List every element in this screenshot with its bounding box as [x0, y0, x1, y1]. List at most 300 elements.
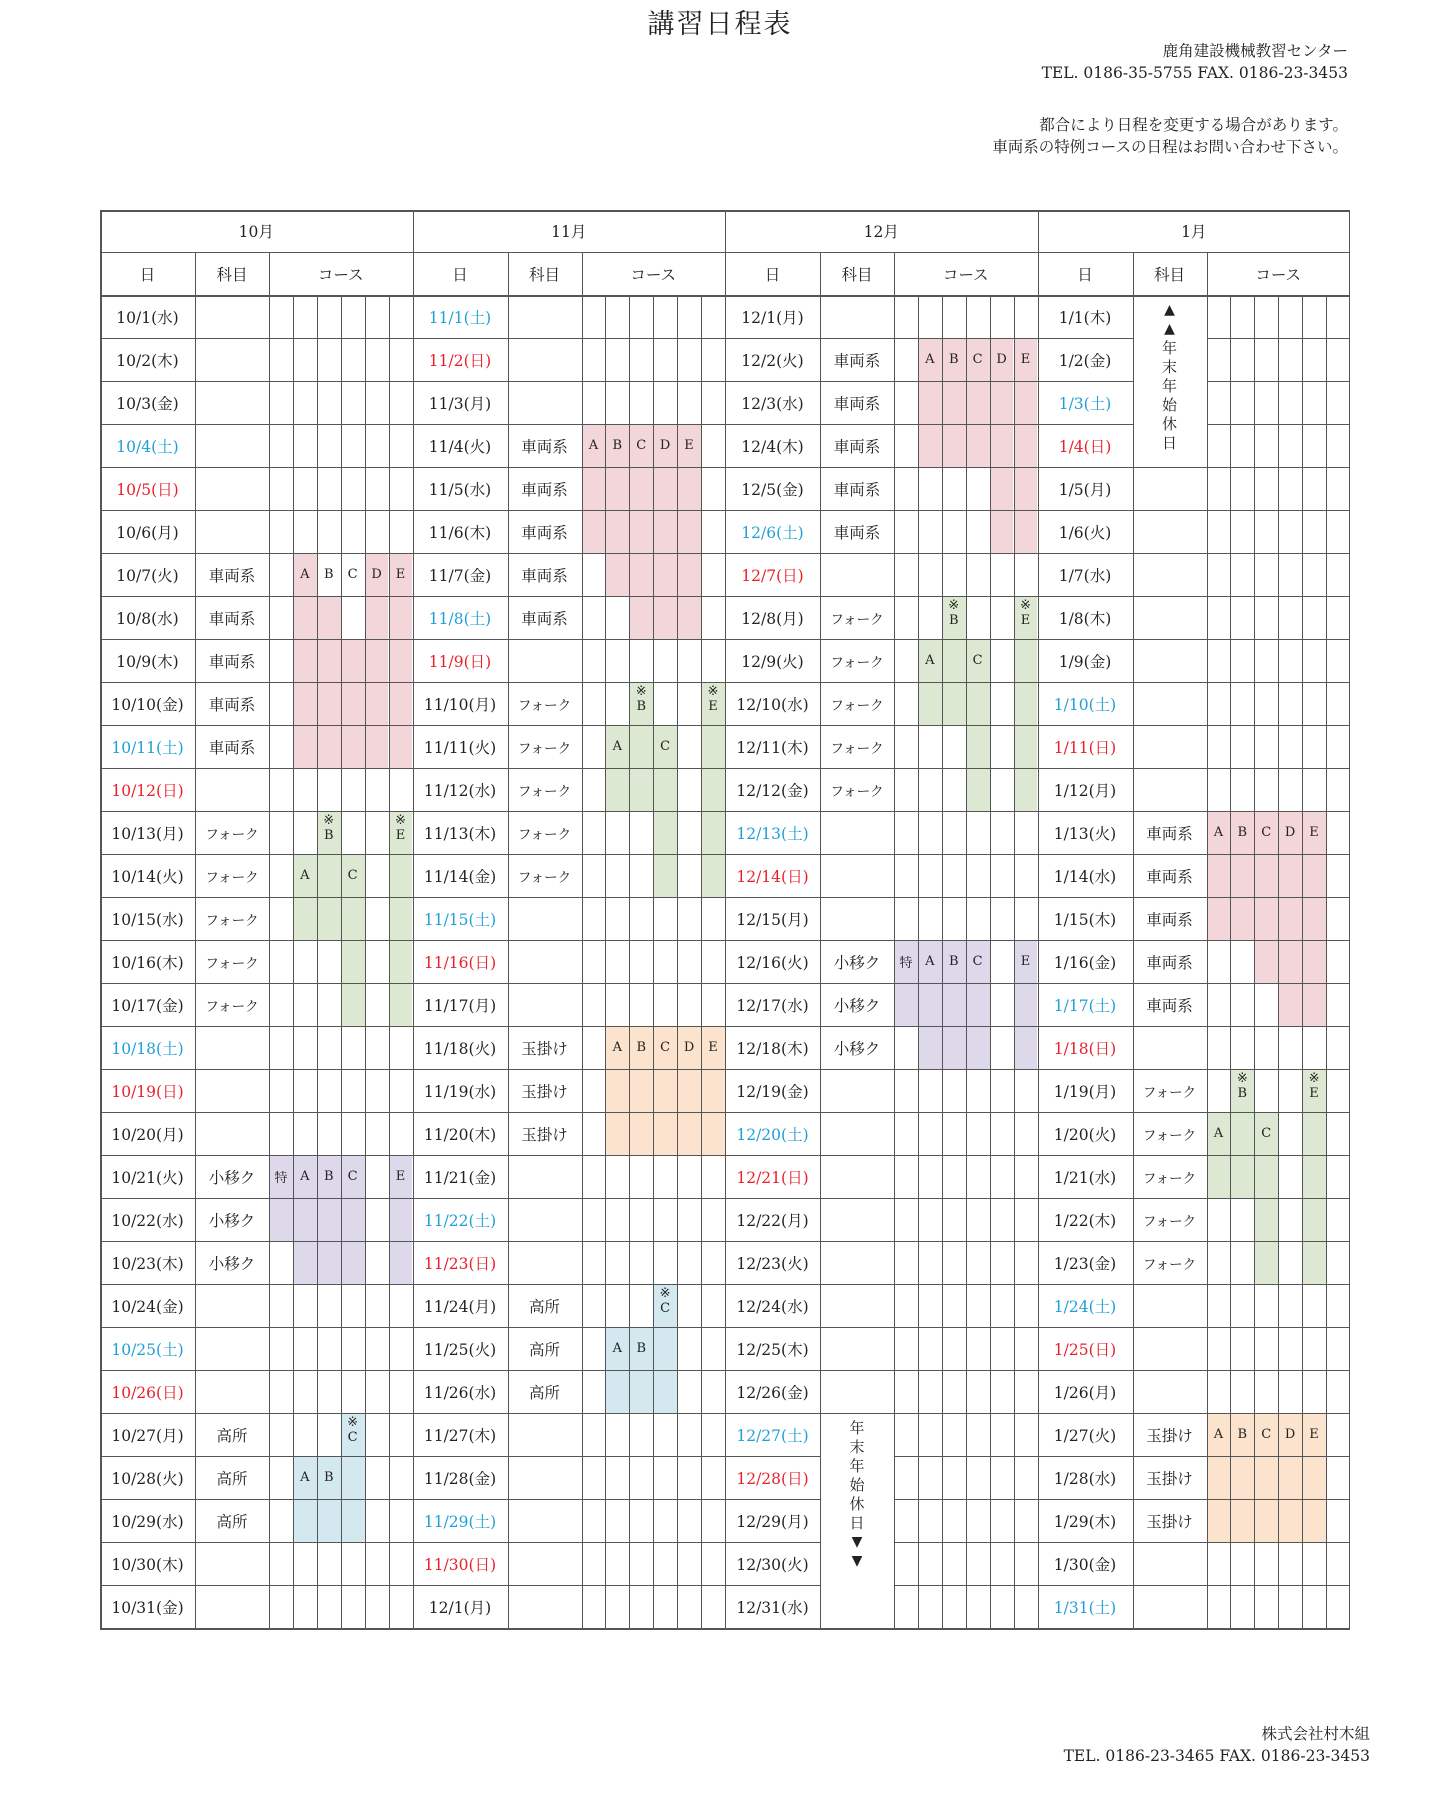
grid-line — [725, 1241, 1038, 1242]
date-cell: 10/26(日) — [111, 1383, 184, 1402]
date-cell: 12/2(火) — [741, 351, 804, 370]
subject-cell: 車両系 — [1146, 824, 1193, 843]
course-block-sharyo — [341, 639, 365, 768]
date-cell: 12/31(水) — [736, 1598, 809, 1617]
subject-cell: 車両系 — [208, 652, 256, 671]
course-letter: A — [612, 739, 623, 754]
date-cell: 12/20(土) — [736, 1125, 809, 1144]
date-cell: 10/8(水) — [116, 609, 179, 628]
course-letter: E — [1020, 954, 1031, 969]
grid-line — [1038, 1241, 1351, 1242]
grid-line — [725, 940, 1038, 941]
date-cell: 10/9(木) — [116, 652, 179, 671]
grid-line — [1038, 682, 1351, 683]
date-cell: 10/6(月) — [116, 523, 179, 542]
grid-line — [1038, 1456, 1351, 1457]
grid-line — [100, 682, 413, 683]
subject-cell: フォーク — [830, 654, 884, 671]
course-letter: A — [300, 1470, 310, 1485]
date-cell: 10/17(金) — [111, 996, 184, 1015]
date-cell: 12/24(水) — [736, 1297, 809, 1316]
subject-cell: 車両系 — [521, 566, 568, 585]
date-cell: 10/27(月) — [111, 1426, 184, 1445]
grid-line — [1038, 338, 1133, 339]
course-letter: B — [948, 954, 959, 969]
date-cell: 12/15(月) — [736, 910, 809, 929]
course-letter-part: ※ — [659, 1286, 671, 1301]
holiday-char: 休 — [849, 1495, 865, 1513]
date-cell: 10/2(木) — [116, 351, 179, 370]
company-contact: TEL. 0186-23-3465 FAX. 0186-23-3453 — [1063, 1747, 1370, 1765]
course-letter: A — [925, 352, 935, 367]
grid-line — [413, 1155, 726, 1156]
date-cell: 10/20(月) — [111, 1125, 184, 1144]
schedule-table — [100, 210, 1350, 1638]
holiday-char: ▲ — [1164, 302, 1175, 318]
course-letter: C — [1261, 1427, 1272, 1442]
subject-cell: 車両系 — [1146, 867, 1193, 886]
grid-line — [1230, 295, 1231, 1628]
grid-line — [413, 1327, 726, 1328]
grid-line — [100, 811, 413, 812]
date-cell: 1/3(土) — [1058, 394, 1112, 413]
grid-line — [100, 1155, 413, 1156]
contact-block — [1042, 40, 1348, 84]
grid-line — [1038, 210, 1039, 1628]
date-cell: 1/14(水) — [1053, 867, 1117, 886]
grid-line — [413, 1026, 726, 1027]
grid-line — [1038, 983, 1351, 984]
course-letter — [1014, 596, 1038, 639]
holiday-char: 始 — [1161, 396, 1177, 414]
date-cell: 12/28(日) — [736, 1469, 809, 1488]
date-cell: 1/5(月) — [1058, 480, 1112, 499]
date-cell: 10/12(日) — [111, 781, 184, 800]
date-cell: 10/18(土) — [111, 1039, 184, 1058]
subject-cell: 玉掛け — [521, 1125, 568, 1144]
date-cell: 10/28(火) — [111, 1469, 184, 1488]
subject-cell: 小移ク — [833, 996, 881, 1015]
course-letter: E — [708, 1040, 718, 1055]
grid-line — [100, 725, 413, 726]
subject-cell: 高所 — [216, 1426, 248, 1445]
grid-line — [413, 1241, 726, 1242]
date-cell: 12/14(日) — [736, 867, 809, 886]
course-letter-part: B — [636, 699, 647, 714]
course-letter: B — [323, 1470, 334, 1485]
course-letter: C — [347, 567, 358, 582]
subject-cell: 車両系 — [208, 566, 256, 585]
grid-line — [1038, 1284, 1351, 1285]
subject-cell: 車両系 — [833, 437, 881, 456]
subject-cell: 車両系 — [833, 351, 881, 370]
date-cell: 1/15(木) — [1053, 910, 1117, 929]
holiday-char: 休 — [1161, 415, 1177, 433]
grid-line — [725, 338, 1038, 339]
date-cell: 1/9(金) — [1058, 652, 1112, 671]
course-letter: D — [659, 438, 671, 453]
subject-cell: 高所 — [216, 1512, 248, 1531]
subject-cell: 車両系 — [833, 480, 881, 499]
date-cell: 1/4(日) — [1058, 437, 1112, 456]
grid-line — [413, 1585, 726, 1586]
date-cell: 11/17(月) — [423, 996, 497, 1015]
course-letter: D — [683, 1040, 695, 1055]
date-cell: 12/29(月) — [736, 1512, 809, 1531]
subject-cell: 玉掛け — [1146, 1469, 1193, 1488]
grid-line — [1326, 295, 1327, 1628]
grid-line — [725, 983, 1038, 984]
date-cell: 1/18(日) — [1053, 1039, 1117, 1058]
grid-line — [413, 897, 726, 898]
subject-cell: 高所 — [216, 1469, 248, 1488]
page-title: 講習日程表 — [647, 9, 793, 40]
company-name: 株式会社村木組 — [1261, 1725, 1370, 1743]
grid-line — [725, 510, 1038, 511]
subject-cell: 玉掛け — [521, 1039, 568, 1058]
subject-cell: フォーク — [1142, 1256, 1197, 1273]
grid-line — [100, 854, 413, 855]
col-header-subject: 科目 — [528, 265, 560, 284]
course-letter-part: ※ — [1308, 1071, 1320, 1086]
grid-line — [100, 381, 413, 382]
date-cell: 10/25(土) — [111, 1340, 184, 1359]
date-cell: 1/26(月) — [1053, 1383, 1117, 1402]
holiday-char: 年 — [849, 1457, 865, 1475]
month-header: 10月 — [238, 223, 274, 241]
grid-line — [725, 897, 1038, 898]
course-letter: E — [395, 1169, 406, 1184]
holiday-char: 年 — [1161, 339, 1177, 357]
course-letter: B — [323, 1169, 334, 1184]
center-name: 鹿角建設機械教習センター — [1162, 42, 1348, 60]
subject-cell: 玉掛け — [1146, 1426, 1193, 1445]
grid-line — [269, 252, 270, 1628]
date-cell: 1/11(日) — [1053, 738, 1117, 757]
subject-cell: 小移ク — [833, 1039, 881, 1058]
course-letter: C — [347, 868, 358, 883]
date-cell: 12/17(水) — [736, 996, 809, 1015]
date-cell: 12/12(金) — [736, 781, 809, 800]
grid-line — [341, 295, 342, 1628]
subject-cell: 小移ク — [833, 953, 881, 972]
grid-line — [389, 295, 390, 1628]
date-cell: 10/10(金) — [111, 695, 184, 714]
course-letter: D — [371, 567, 382, 582]
date-cell: 1/31(土) — [1053, 1598, 1117, 1617]
grid-line — [725, 1542, 820, 1543]
date-cell: 1/27(火) — [1053, 1426, 1117, 1445]
date-cell: 1/24(土) — [1053, 1297, 1117, 1316]
date-cell: 10/21(火) — [111, 1168, 184, 1187]
course-letter-part: ※ — [707, 684, 719, 699]
date-cell: 1/22(木) — [1053, 1211, 1117, 1230]
footer-block — [1064, 1723, 1370, 1767]
subject-cell: 高所 — [528, 1340, 560, 1359]
date-cell: 10/15(水) — [111, 910, 184, 929]
date-cell: 12/21(日) — [736, 1168, 809, 1187]
grid-line — [725, 1327, 1038, 1328]
date-cell: 12/30(火) — [736, 1555, 809, 1574]
date-cell: 11/23(日) — [423, 1254, 497, 1273]
grid-line — [1038, 1499, 1351, 1500]
grid-line — [725, 1069, 1038, 1070]
grid-line — [100, 553, 413, 554]
course-letter: B — [636, 1341, 647, 1356]
course-letter: B — [1237, 825, 1248, 840]
subject-cell: フォーク — [830, 783, 884, 800]
course-letter-part: E — [395, 828, 406, 843]
course-letter — [629, 682, 653, 725]
grid-line — [413, 1542, 726, 1543]
grid-line — [413, 596, 726, 597]
date-cell: 12/25(木) — [736, 1340, 809, 1359]
subject-cell: 玉掛け — [1146, 1512, 1193, 1531]
holiday-char: ▼ — [851, 1534, 863, 1550]
col-header-date: 日 — [1077, 265, 1093, 284]
subject-cell: フォーク — [1142, 1127, 1197, 1144]
course-letter: C — [347, 1169, 358, 1184]
grid-line — [413, 510, 726, 511]
date-cell: 12/13(土) — [736, 824, 809, 843]
course-letter: E — [1309, 1427, 1319, 1442]
grid-line — [365, 295, 366, 1628]
date-cell: 11/13(木) — [423, 824, 497, 843]
grid-line — [1014, 295, 1015, 1628]
subject-cell: 車両系 — [521, 437, 568, 456]
col-header-course: コース — [317, 265, 364, 284]
date-cell: 11/12(水) — [423, 781, 497, 800]
date-cell: 11/7(金) — [428, 566, 492, 585]
course-letter-part: ※ — [635, 684, 647, 699]
course-letter-part: E — [1020, 613, 1031, 628]
grid-line — [582, 252, 583, 1628]
grid-line — [413, 1499, 726, 1500]
grid-line — [100, 940, 413, 941]
grid-line — [413, 1069, 726, 1070]
grid-line — [1278, 295, 1279, 1628]
date-cell: 1/20(火) — [1053, 1125, 1117, 1144]
course-letter — [1302, 1069, 1326, 1112]
subject-cell: 高所 — [528, 1297, 560, 1316]
grid-line — [1038, 510, 1351, 511]
date-cell: 12/11(木) — [736, 738, 809, 757]
grid-line — [1038, 725, 1351, 726]
subject-cell: 車両系 — [1146, 953, 1193, 972]
date-cell: 12/4(木) — [741, 437, 804, 456]
date-cell: 10/4(土) — [116, 437, 179, 456]
grid-line — [1038, 1112, 1351, 1113]
grid-line — [413, 639, 726, 640]
course-letter: D — [1284, 1427, 1296, 1442]
course-letter: C — [660, 739, 671, 754]
grid-line — [725, 768, 1038, 769]
date-cell: 11/8(土) — [428, 609, 492, 628]
subject-cell: 車両系 — [521, 523, 568, 542]
subject-cell: フォーク — [205, 955, 259, 972]
subject-cell: フォーク — [830, 697, 884, 714]
grid-line — [413, 424, 726, 425]
grid-line — [1038, 596, 1351, 597]
date-cell: 1/1(木) — [1058, 308, 1112, 327]
subject-cell: フォーク — [830, 740, 884, 757]
grid-line — [725, 467, 1038, 468]
grid-line — [1207, 252, 1208, 1628]
date-cell: 11/2(日) — [428, 351, 492, 370]
holiday-char: ▲ — [1164, 321, 1175, 337]
grid-line — [100, 210, 102, 1628]
course-letter: B — [612, 438, 623, 453]
course-letter-part: B — [948, 613, 959, 628]
grid-line — [725, 1112, 1038, 1113]
course-letter: D — [1284, 825, 1296, 840]
holiday-char: ▼ — [851, 1553, 863, 1569]
grid-line — [725, 1456, 820, 1457]
date-cell: 12/10(水) — [736, 695, 809, 714]
grid-line — [725, 1499, 820, 1500]
date-cell: 12/1(月) — [428, 1598, 492, 1617]
notice-line-1: 都合により日程を変更する場合があります。 — [1039, 116, 1348, 134]
date-cell: 10/22(水) — [111, 1211, 184, 1230]
col-header-course: コース — [630, 265, 677, 284]
col-header-date: 日 — [139, 265, 156, 284]
date-cell: 11/29(土) — [423, 1512, 497, 1531]
grid-line — [1038, 897, 1351, 898]
date-cell: 10/31(金) — [111, 1598, 184, 1617]
holiday-char: 日 — [1161, 434, 1177, 452]
course-letter: A — [925, 653, 935, 668]
course-letter: A — [300, 567, 310, 582]
date-cell: 10/14(火) — [111, 867, 184, 886]
grid-line — [413, 1370, 726, 1371]
grid-line — [413, 210, 414, 1628]
grid-line — [1038, 553, 1351, 554]
date-cell: 12/5(金) — [741, 480, 804, 499]
grid-line — [100, 768, 413, 769]
grid-line — [725, 1370, 1038, 1371]
course-letter: 特 — [274, 1171, 288, 1186]
grid-line — [100, 1413, 413, 1414]
grid-line — [100, 983, 413, 984]
date-cell: 12/27(土) — [736, 1426, 809, 1445]
date-cell: 10/30(木) — [111, 1555, 184, 1574]
course-letter: A — [612, 1341, 623, 1356]
date-cell: 11/4(火) — [428, 437, 492, 456]
course-letter: A — [925, 954, 935, 969]
grid-line — [1038, 1327, 1351, 1328]
subject-cell: 車両系 — [833, 394, 881, 413]
course-letter-part: B — [1237, 1086, 1248, 1101]
course-letter: B — [636, 1040, 647, 1055]
grid-line — [1038, 1198, 1351, 1199]
grid-line — [1038, 1026, 1351, 1027]
date-cell: 10/23(木) — [111, 1254, 184, 1273]
date-cell: 12/8(月) — [741, 609, 804, 628]
grid-line — [100, 338, 413, 339]
month-header: 12月 — [863, 223, 899, 241]
grid-line — [1133, 252, 1134, 1628]
subject-cell: フォーク — [517, 869, 572, 886]
course-letter: A — [1213, 1126, 1224, 1141]
grid-line — [413, 725, 726, 726]
subject-cell: フォーク — [205, 912, 259, 929]
date-cell: 1/29(木) — [1053, 1512, 1117, 1531]
date-cell: 1/30(金) — [1053, 1555, 1117, 1574]
subject-cell: 小移ク — [208, 1168, 256, 1187]
grid-line — [1038, 467, 1351, 468]
grid-line — [629, 295, 630, 1628]
grid-line — [100, 596, 413, 597]
grid-line — [508, 252, 509, 1628]
date-cell: 1/16(金) — [1053, 953, 1117, 972]
grid-line — [725, 1155, 1038, 1156]
date-cell: 11/5(水) — [428, 480, 492, 499]
grid-line — [725, 1585, 820, 1586]
grid-line — [725, 725, 1038, 726]
grid-line — [725, 811, 1038, 812]
subject-cell: 車両系 — [208, 609, 256, 628]
grid-line — [413, 811, 726, 812]
grid-line — [725, 1026, 1038, 1027]
col-header-subject: 科目 — [1153, 265, 1185, 284]
notice-line-2: 車両系の特例コースの日程はお問い合わせ下さい。 — [992, 138, 1348, 156]
date-cell: 1/19(月) — [1053, 1082, 1117, 1101]
grid-line — [1038, 639, 1351, 640]
grid-line — [677, 295, 678, 1628]
date-cell: 12/1(月) — [741, 308, 804, 327]
subject-cell: フォーク — [205, 826, 259, 843]
grid-line — [100, 424, 413, 425]
course-letter-part: ※ — [1019, 598, 1031, 613]
date-cell: 1/17(土) — [1053, 996, 1117, 1015]
grid-line — [413, 381, 726, 382]
grid-line — [413, 1456, 726, 1457]
date-cell: 11/11(火) — [423, 738, 497, 757]
subject-cell: フォーク — [517, 783, 572, 800]
grid-line — [1302, 295, 1303, 1628]
table-border-bottom — [1038, 1628, 1351, 1630]
subject-cell: 車両系 — [833, 523, 881, 542]
date-cell: 11/9(日) — [428, 652, 492, 671]
date-cell: 10/3(金) — [116, 394, 179, 413]
grid-line — [413, 768, 726, 769]
grid-line — [725, 424, 1038, 425]
date-cell: 10/24(金) — [111, 1297, 184, 1316]
date-cell: 11/25(火) — [423, 1340, 497, 1359]
date-cell: 1/23(金) — [1053, 1254, 1117, 1273]
subject-cell: フォーク — [1142, 1213, 1197, 1230]
course-letter-part: C — [347, 1430, 358, 1445]
subject-cell: 車両系 — [1146, 996, 1193, 1015]
holiday-char: 日 — [849, 1514, 865, 1532]
course-letter — [701, 682, 725, 725]
date-cell: 11/24(月) — [423, 1297, 497, 1316]
date-cell: 10/19(日) — [111, 1082, 184, 1101]
date-cell: 12/3(水) — [741, 394, 804, 413]
date-cell: 11/3(月) — [428, 394, 492, 413]
date-cell: 11/20(木) — [423, 1125, 497, 1144]
date-cell: 11/18(火) — [423, 1039, 497, 1058]
holiday-char: 年 — [849, 1419, 865, 1437]
date-cell: 1/7(水) — [1058, 566, 1112, 585]
grid-line — [413, 553, 726, 554]
course-letter: A — [1213, 1427, 1224, 1442]
grid-line — [413, 983, 726, 984]
grid-line — [100, 1241, 413, 1242]
date-cell: 11/10(月) — [423, 695, 497, 714]
col-header-course: コース — [942, 265, 989, 284]
date-cell: 12/19(金) — [736, 1082, 809, 1101]
